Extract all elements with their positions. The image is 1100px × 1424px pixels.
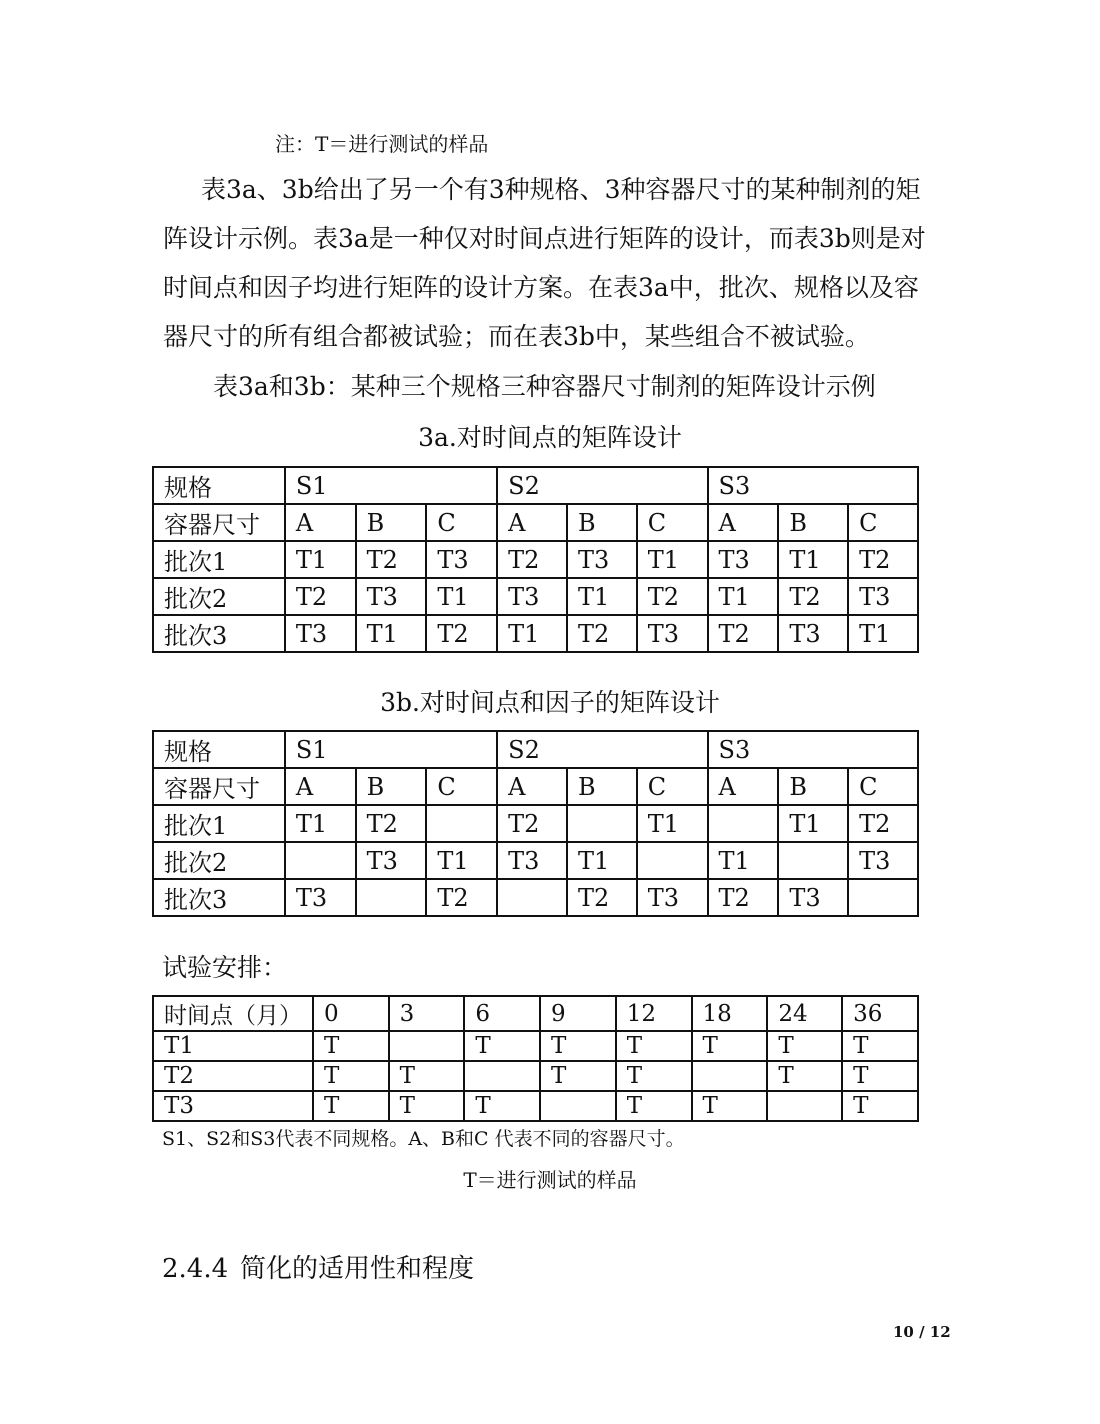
timepoint-header: 3 [389, 996, 465, 1031]
table-cell: T1 [778, 541, 848, 578]
table-cell: T [313, 1061, 389, 1091]
table-cell: T1 [637, 805, 708, 842]
timepoint-header: 18 [692, 996, 768, 1031]
table-cell: T1 [778, 805, 848, 842]
table-3a-spec-row [153, 467, 918, 504]
table-cell: T1 [285, 541, 356, 578]
table-cell [848, 879, 918, 916]
table-cell: T [842, 1091, 918, 1121]
table-cell [356, 879, 427, 916]
spec-header: S2 [497, 731, 707, 768]
table-cell: T2 [708, 879, 779, 916]
schedule-row [153, 1061, 918, 1091]
timepoint-header: 6 [464, 996, 540, 1031]
row-label: T1 [153, 1031, 313, 1061]
table-cell: T1 [426, 842, 497, 879]
table-cell: T [464, 1091, 540, 1121]
schedule-row [153, 1091, 918, 1121]
container-header: B [567, 504, 637, 541]
table-row [153, 615, 918, 652]
table-cell: T2 [426, 615, 497, 652]
table-cell: T [692, 1031, 768, 1061]
container-header: B [778, 768, 848, 805]
container-header: B [778, 504, 848, 541]
row-label: 批次2 [153, 842, 285, 879]
table-3a-caption: 3a.对时间点的矩阵设计 [418, 423, 682, 452]
timepoint-header: 0 [313, 996, 389, 1031]
tables-caption: 表3a和3b：某种三个规格三种容器尺寸制剂的矩阵设计示例 [213, 372, 876, 401]
row-label: T3 [153, 1091, 313, 1121]
table-cell: T [767, 1061, 842, 1091]
table-cell: T2 [848, 541, 918, 578]
section-heading [162, 1248, 474, 1285]
table-cell: T [389, 1061, 465, 1091]
schedule-title: 试验安排： [162, 953, 288, 982]
container-header: A [285, 768, 356, 805]
table-cell: T2 [497, 541, 567, 578]
table-cell: T3 [285, 615, 356, 652]
table-cell: T3 [497, 842, 567, 879]
container-header: A [708, 504, 779, 541]
table-cell [540, 1091, 616, 1121]
intro-paragraph: 表3a、3b给出了另一个有3种规格、3种容器尺寸的某种制剂的矩阵设计示例。表3a是一种仅对时间点进行矩阵的设计，而表3b则是对时间点和因子均进行矩阵的设计方案。在表3a中，批次、规格以及容器尺寸的所有组合都被试验；而在表3b中，某些组合不被试验。 [163, 175, 926, 351]
footnote: S1、S2和S3代表不同规格。A、B和C 代表不同的容器尺寸。 [162, 1128, 685, 1150]
timepoint-header: 36 [842, 996, 918, 1031]
table-cell: T3 [708, 541, 779, 578]
container-header: C [848, 504, 918, 541]
table-cell [567, 805, 637, 842]
table-cell: T1 [567, 578, 637, 615]
table-cell: T2 [356, 805, 427, 842]
table-cell: T1 [708, 842, 779, 879]
table-cell [497, 879, 567, 916]
container-header: A [708, 768, 779, 805]
row-label: 批次1 [153, 541, 285, 578]
table-cell: T [616, 1031, 692, 1061]
container-header: C [426, 768, 497, 805]
timepoint-header: 12 [616, 996, 692, 1031]
table-cell: T [616, 1061, 692, 1091]
note-bottom: T＝进行测试的样品 [463, 1168, 637, 1192]
table-cell [708, 805, 779, 842]
table-cell [426, 805, 497, 842]
table-cell: T3 [426, 541, 497, 578]
container-header: B [567, 768, 637, 805]
table-cell: T3 [285, 879, 356, 916]
schedule-table [152, 995, 919, 1122]
table-3a-container-row [153, 504, 918, 541]
table-cell: T [842, 1031, 918, 1061]
table-cell [767, 1091, 842, 1121]
table-cell: T3 [567, 541, 637, 578]
table-cell: T1 [285, 805, 356, 842]
table-cell: T2 [848, 805, 918, 842]
table-cell: T1 [497, 615, 567, 652]
table-cell: T [313, 1031, 389, 1061]
spec-label: 规格 [153, 467, 285, 504]
table-cell: T3 [848, 578, 918, 615]
table-cell: T [313, 1091, 389, 1121]
schedule-row [153, 1031, 918, 1061]
table-cell: T3 [778, 879, 848, 916]
spec-header: S1 [285, 731, 497, 768]
table-3b-container-row [153, 768, 918, 805]
container-header: C [848, 768, 918, 805]
container-label: 容器尺寸 [153, 768, 285, 805]
table-cell: T2 [285, 578, 356, 615]
section-number: 2.4.4 [162, 1254, 229, 1284]
table-cell: T1 [356, 615, 427, 652]
table-cell: T1 [708, 578, 779, 615]
spec-header: S3 [708, 467, 918, 504]
table-cell: T [389, 1091, 465, 1121]
spec-header: S3 [708, 731, 918, 768]
container-header: C [637, 768, 708, 805]
table-cell [692, 1061, 768, 1091]
table-cell: T [540, 1061, 616, 1091]
table-row [153, 842, 918, 879]
spec-header: S1 [285, 467, 497, 504]
table-cell: T [767, 1031, 842, 1061]
container-label: 容器尺寸 [153, 504, 285, 541]
timepoint-header: 24 [767, 996, 842, 1031]
table-cell [778, 842, 848, 879]
table-cell: T3 [778, 615, 848, 652]
container-header: A [497, 504, 567, 541]
timepoint-header: 9 [540, 996, 616, 1031]
row-label: T2 [153, 1061, 313, 1091]
table-cell: T3 [497, 578, 567, 615]
container-header: A [497, 768, 567, 805]
table-cell: T2 [708, 615, 779, 652]
table-3b-caption: 3b.对时间点和因子的矩阵设计 [380, 688, 720, 717]
table-cell: T [464, 1031, 540, 1061]
row-label: 批次3 [153, 615, 285, 652]
table-3b-spec-row [153, 731, 918, 768]
table-cell: T3 [356, 842, 427, 879]
table-3b [152, 730, 919, 917]
table-cell: T1 [637, 541, 708, 578]
section-title: 简化的适用性和程度 [240, 1254, 475, 1284]
table-cell: T1 [426, 578, 497, 615]
table-cell: T [616, 1091, 692, 1121]
table-cell [389, 1031, 465, 1061]
table-cell: T3 [637, 879, 708, 916]
table-cell: T2 [426, 879, 497, 916]
table-cell: T1 [567, 842, 637, 879]
note-top: 注：T＝进行测试的样品 [275, 132, 489, 156]
table-cell: T2 [778, 578, 848, 615]
spec-header: S2 [497, 467, 707, 504]
table-row [153, 578, 918, 615]
spec-label: 规格 [153, 731, 285, 768]
container-header: B [356, 768, 427, 805]
table-row [153, 879, 918, 916]
table-cell: T2 [356, 541, 427, 578]
table-cell [637, 842, 708, 879]
container-header: C [426, 504, 497, 541]
table-cell: T [842, 1061, 918, 1091]
schedule-header-row [153, 996, 918, 1031]
table-cell: T3 [637, 615, 708, 652]
table-row [153, 541, 918, 578]
table-cell: T [540, 1031, 616, 1061]
table-cell: T1 [848, 615, 918, 652]
page-number: 10 / 12 [893, 1323, 951, 1341]
container-header: A [285, 504, 356, 541]
table-cell: T2 [497, 805, 567, 842]
table-cell: T [692, 1091, 768, 1121]
table-cell: T2 [567, 879, 637, 916]
table-cell [464, 1061, 540, 1091]
container-header: C [637, 504, 708, 541]
table-cell: T2 [637, 578, 708, 615]
row-label: 批次2 [153, 578, 285, 615]
table-cell [285, 842, 356, 879]
table-cell: T3 [848, 842, 918, 879]
table-cell: T2 [567, 615, 637, 652]
table-3a [152, 466, 919, 653]
table-cell: T3 [356, 578, 427, 615]
row-label: 批次3 [153, 879, 285, 916]
container-header: B [356, 504, 427, 541]
timepoint-label: 时间点（月） [153, 996, 313, 1031]
table-row [153, 805, 918, 842]
row-label: 批次1 [153, 805, 285, 842]
